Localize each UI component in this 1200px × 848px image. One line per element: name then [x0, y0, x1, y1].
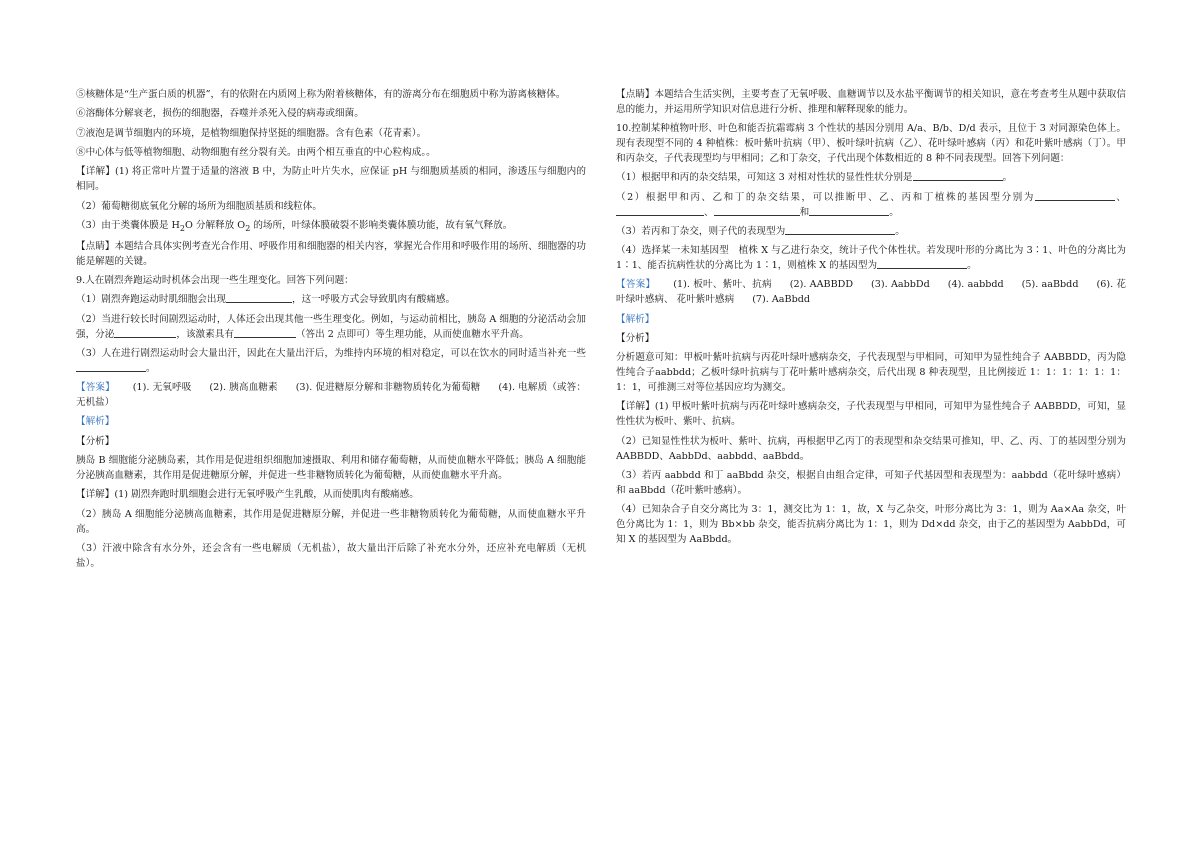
text-run: （4）选择某一未知基因型 植株 X 与乙进行杂交，统计子代个体性状。若发现叶形的分离比为 3∶1、叶色的分离比为 1∶1、能否抗病性状的分离比为 1∶1，则植株 X 的基因型为 [616, 245, 1126, 272]
text-run: （3）人在进行剧烈运动时会大量出汗，因此在大量出汗后，为维持内环境的相对稳定，可以在饮水的同时适当补充一些 [76, 347, 586, 359]
answer-blank [913, 171, 1003, 181]
paragraph: 【详解】(1) 甲板叶紫叶抗病与丙花叶绿叶感病杂交，子代表现型与甲相同，可知甲为显性纯合子 AABBDD，可知，显性性状为板叶、紫叶、抗病。 [616, 401, 1126, 428]
text-run: 、 [704, 206, 714, 218]
text-run: 的场所，叶绿体膜破裂不影响类囊体膜功能，故有氧气释放。 [250, 220, 513, 232]
answer-blank [877, 259, 967, 269]
answer-item: (1). 无氧呼吸 [132, 382, 192, 394]
text-run: （2）根据甲和丙、乙和丁的杂交结果，可以推断甲、乙、丙和丁植株的基因型分别为 [616, 191, 1035, 203]
paragraph: 【点睛】本题结合具体实例考查光合作用、呼吸作用和细胞器的相关内容，掌握光合作用和呼吸作用的场所、细胞器的功能是解题的关键。 [76, 240, 586, 267]
question-part [76, 293, 586, 308]
paragraph: （3）若丙 aabbdd 和丁 aaBbdd 杂交，根据自由组合定律，可知子代基因型和表现型为：aabbdd（花叶绿叶感病）和 aaBbdd（花叶紫叶感病）。 [616, 469, 1126, 496]
paragraph: 分析题意可知：甲板叶紫叶抗病与丙花叶绿叶感病杂交，子代表现型与甲相同，可知甲为显性纯合子 AABBDD，丙为隐性纯合子aabbdd；乙板叶绿叶抗病与丁花叶紫叶感病杂交，后代出现 8 种表现型，且比例接近 1：1：1：1：1：1：1：1，可推测三对等位基因应均为测交。 [616, 352, 1126, 394]
subscript: 2 [179, 223, 185, 233]
answer-blank [226, 293, 292, 303]
answer-item: (6). 花叶绿叶感病、 花叶紫叶感病 [616, 279, 1126, 306]
analysis-label: 【解析】 [76, 416, 115, 428]
answer-item: (7). AaBbdd [752, 294, 810, 306]
text-run: （3）由于类囊体膜是 H [76, 220, 180, 232]
question-part [616, 191, 1126, 221]
paragraph: ⑤核糖体是“生产蛋白质的机器”，有的依附在内质网上称为附着核糖体，有的游离分布在细胞质中称为游离核糖体。 [76, 89, 566, 100]
section-label: 【分析】 [76, 435, 115, 447]
question-part [616, 171, 1126, 186]
answer-item: (4). aabbdd [947, 279, 1004, 291]
paragraph: （2）胰岛 A 细胞能分泌胰高血糖素，其作用是促进糖原分解，并促进一些非糖物质转化为葡萄糖，从而使血糖水平升高。 [76, 508, 586, 535]
text-run: ，这一呼吸方式会导致肌肉有酸痛感。 [292, 294, 456, 306]
answer-blank [785, 225, 895, 235]
text-run: 。 [889, 206, 899, 218]
answer-item: (4). 电解质（或答：无机盐） [76, 382, 586, 409]
answer-item: (3). 促进糖原分解和非糖物质转化为葡萄糖 [295, 382, 481, 394]
answer-blank [714, 206, 800, 216]
paragraph: （2）葡萄糖彻底氧化分解的场所为细胞质基质和线粒体。 [76, 200, 322, 212]
paragraph: ⑥溶酶体分解衰老，损伤的细胞器，吞噬并杀死入侵的病毒或细菌。 [76, 108, 364, 120]
answer-item: (3). AabbDd [871, 279, 930, 291]
paragraph: （3）汗液中除含有水分外，还会含有一些电解质（无机盐），故大量出汗后除了补充水分外，还应补充电解质（无机盐）。 [76, 542, 586, 569]
answer-blank [76, 362, 146, 372]
answer-item: (2). AABBDD [789, 279, 854, 291]
text-run: 、 [1114, 191, 1127, 203]
question-part [76, 347, 586, 377]
answer-item: (2). 胰高血糖素 [209, 382, 278, 394]
question-title: 9.人在剧烈奔跑运动时机体会出现一些生理变化。回答下列问题： [76, 275, 354, 287]
text-run: ，该激素具有 [176, 328, 234, 340]
answer-line [76, 381, 586, 411]
question-part [616, 225, 1126, 240]
answer-item: (1). 板叶、紫叶、抗病 [673, 279, 772, 291]
left-column [76, 88, 586, 768]
answer-item: (5). aaBbdd [1021, 279, 1079, 291]
text-run: （1）剧烈奔跑运动时肌细胞会出现 [76, 294, 227, 306]
answer-blank [1035, 191, 1115, 201]
paragraph: 【详解】(1) 剧烈奔跑时肌细胞会进行无氧呼吸产生乳酸，从而使肌肉有酸痛感。 [76, 489, 419, 501]
section-label: 【分析】 [616, 333, 655, 345]
subscript: 2 [245, 223, 251, 233]
text-run: 。 [967, 260, 977, 272]
analysis-label: 【解析】 [616, 313, 655, 325]
paragraph: ⑧中心体与低等植物细胞、动物细胞有丝分裂有关。由两个相互垂直的中心粒构成。。 [76, 147, 436, 159]
paragraph: （2）已知显性性状为板叶、紫叶、抗病，再根据甲乙丙丁的表现型和杂交结果可推知，甲、乙、丙、丁的基因型分别为 AABBDD、AabbDd、aabbdd、aaBbdd。 [616, 435, 1126, 462]
paragraph: （4）已知杂合子自交分离比为 3：1，测交比为 1：1，故，X 与乙杂交，叶形分离比为 3：1，则为 Aa×Aa 杂交，叶色分离比为 1：1，则为 Bb×bb 杂交，能否抗病分离比为 1：1，则为 Dd×dd 杂交，由于乙的基因型为 AabbDd，可知 X 的基因型为 AaBbdd。 [616, 504, 1126, 545]
question-title: 10.控制某种植物叶形、叶色和能否抗霜霉病 3 个性状的基因分别用 A/a、B/b、D/d 表示，且位于 3 对同源染色体上。现有表现型不同的 4 种植株：板叶紫叶抗病（甲）、板叶绿叶抗病（乙）、花叶绿叶感病（丙）和花叶紫叶感病（丁）。甲和丙杂交，子代表现型均与甲相同；乙和丁杂交，子代出现个体数相近的 8 种不同表现型。回答下列问题： [616, 123, 1126, 164]
paragraph: 【详解】(1) 将正常叶片置于适量的溶液 B 中，为防止叶片失水，应保证 pH 与细胞质基质的相同，渗透压与细胞内的相同。 [76, 166, 586, 193]
document-page [76, 88, 1126, 768]
answer-label: 【答案】 [76, 382, 115, 394]
right-column [616, 88, 1126, 768]
paragraph: 【点睛】本题结合生活实例，主要考查了无氧呼吸、血糖调节以及水盐平衡调节的相关知识，意在考查考生从题中获取信息的能力，并运用所学知识对信息进行分析、推理和解释现象的能力。 [616, 89, 1126, 115]
paragraph: ⑦液泡是调节细胞内的环境，是植物细胞保持坚挺的细胞器。含有色素（花青素）。 [76, 127, 427, 139]
text-run: （答出 2 点即可）等生理功能，从而使血糖水平升高。 [295, 328, 529, 340]
answer-blank [616, 206, 704, 216]
text-run: 。 [1002, 172, 1013, 184]
answer-line [616, 278, 1126, 308]
question-part [616, 244, 1126, 274]
text-run: O 分解释放 O [184, 220, 246, 232]
answer-blank [234, 328, 296, 338]
answer-label: 【答案】 [616, 279, 656, 291]
paragraph: 胰岛 B 细胞能分泌胰岛素，其作用是促进组织细胞加速摄取、利用和储存葡萄糖，从而使血糖水平降低；胰岛 A 细胞能分泌胰高血糖素，其作用是促进糖原分解，并促进一些非糖物质转化为葡萄糖，从而使血糖水平升高。 [76, 455, 586, 481]
paragraph [76, 219, 586, 235]
text-run: 。 [146, 362, 156, 374]
text-run: （1）根据甲和丙的杂交结果，可知这 3 对相对性状的显性性状分别是 [616, 172, 913, 184]
answer-blank [114, 328, 176, 338]
text-run: 。 [895, 225, 905, 237]
answer-blank [809, 206, 889, 216]
text-run: 和 [799, 206, 810, 218]
text-run: （2）当进行较长时间剧烈运动时，人体还会出现其他一些生理变化。例如，与运动前相比，胰岛 A 细胞的分泌活动会加强，分泌 [76, 313, 586, 340]
question-part [76, 313, 586, 343]
text-run: （3）若丙和丁杂交，则子代的表现型为 [616, 225, 786, 237]
